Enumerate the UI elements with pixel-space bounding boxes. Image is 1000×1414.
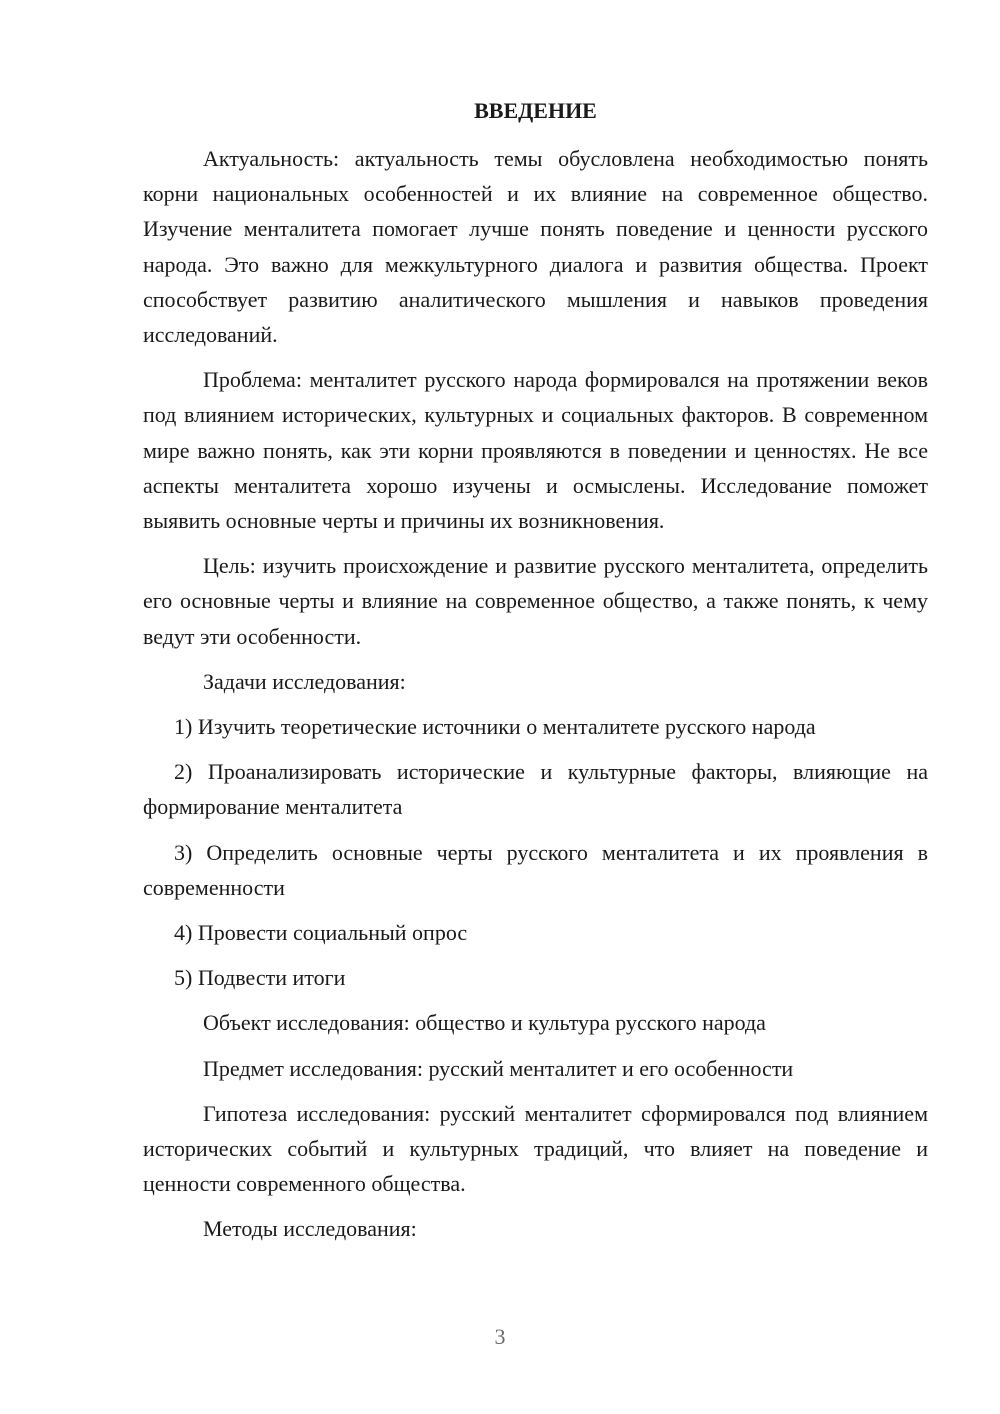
page-number: 3 (494, 1324, 506, 1349)
task-item-5: 5) Подвести итоги (174, 965, 346, 991)
task-item-3: 3) Определить основные черты русского менталитета и их проявления в современности (143, 839, 928, 900)
methods-heading: Методы исследования: (203, 1216, 417, 1242)
research-hypothesis: Гипотеза исследования: русский менталитет сформировался под влиянием исторических событий и культурных традиций, что влияет на поведение и ценности современного общества. (143, 1100, 928, 1197)
problem-paragraph: Проблема: менталитет русского народа формировался на протяжении веков под влиянием исторических, культурных и социальных факторов. В современном мире важно понять, как эти корни проявляются в поведении и ценностях. Не все аспекты менталитета хорошо изучены и осмыслены. Исследование поможет выявить основные черты и причины их возникновения. (143, 367, 928, 534)
tasks-heading: Задачи исследования: (203, 668, 406, 694)
task-item-1: 1) Изучить теоретические источники о менталитете русского народа (174, 714, 816, 740)
research-subject: Предмет исследования: русский менталитет и его особенности (203, 1055, 794, 1081)
task-item-4: 4) Провести социальный опрос (174, 920, 468, 946)
page-content (143, 95, 928, 1257)
task-item-2: 2) Проанализировать исторические и культурные факторы, влияющие на формирование менталитета (143, 759, 928, 820)
goal-paragraph: Цель: изучить происхождение и развитие русского менталитета, определить его основные черты и влияние на современное общество, а также понять, к чему ведут эти особенности. (143, 553, 928, 649)
relevance-paragraph: Актуальность: актуальность темы обусловлена необходимостью понять корни национальных особенностей и их влияние на современное общество. Изучение менталитета помогает лучше понять поведение и ценности русского народа. Это важно для межкультурного диалога и развития общества. Проект способствует развитию аналитического мышления и навыков проведения исследований. (143, 146, 928, 348)
page-title: ВВЕДЕНИЕ (474, 98, 597, 123)
research-object: Объект исследования: общество и культура русского народа (203, 1010, 766, 1036)
